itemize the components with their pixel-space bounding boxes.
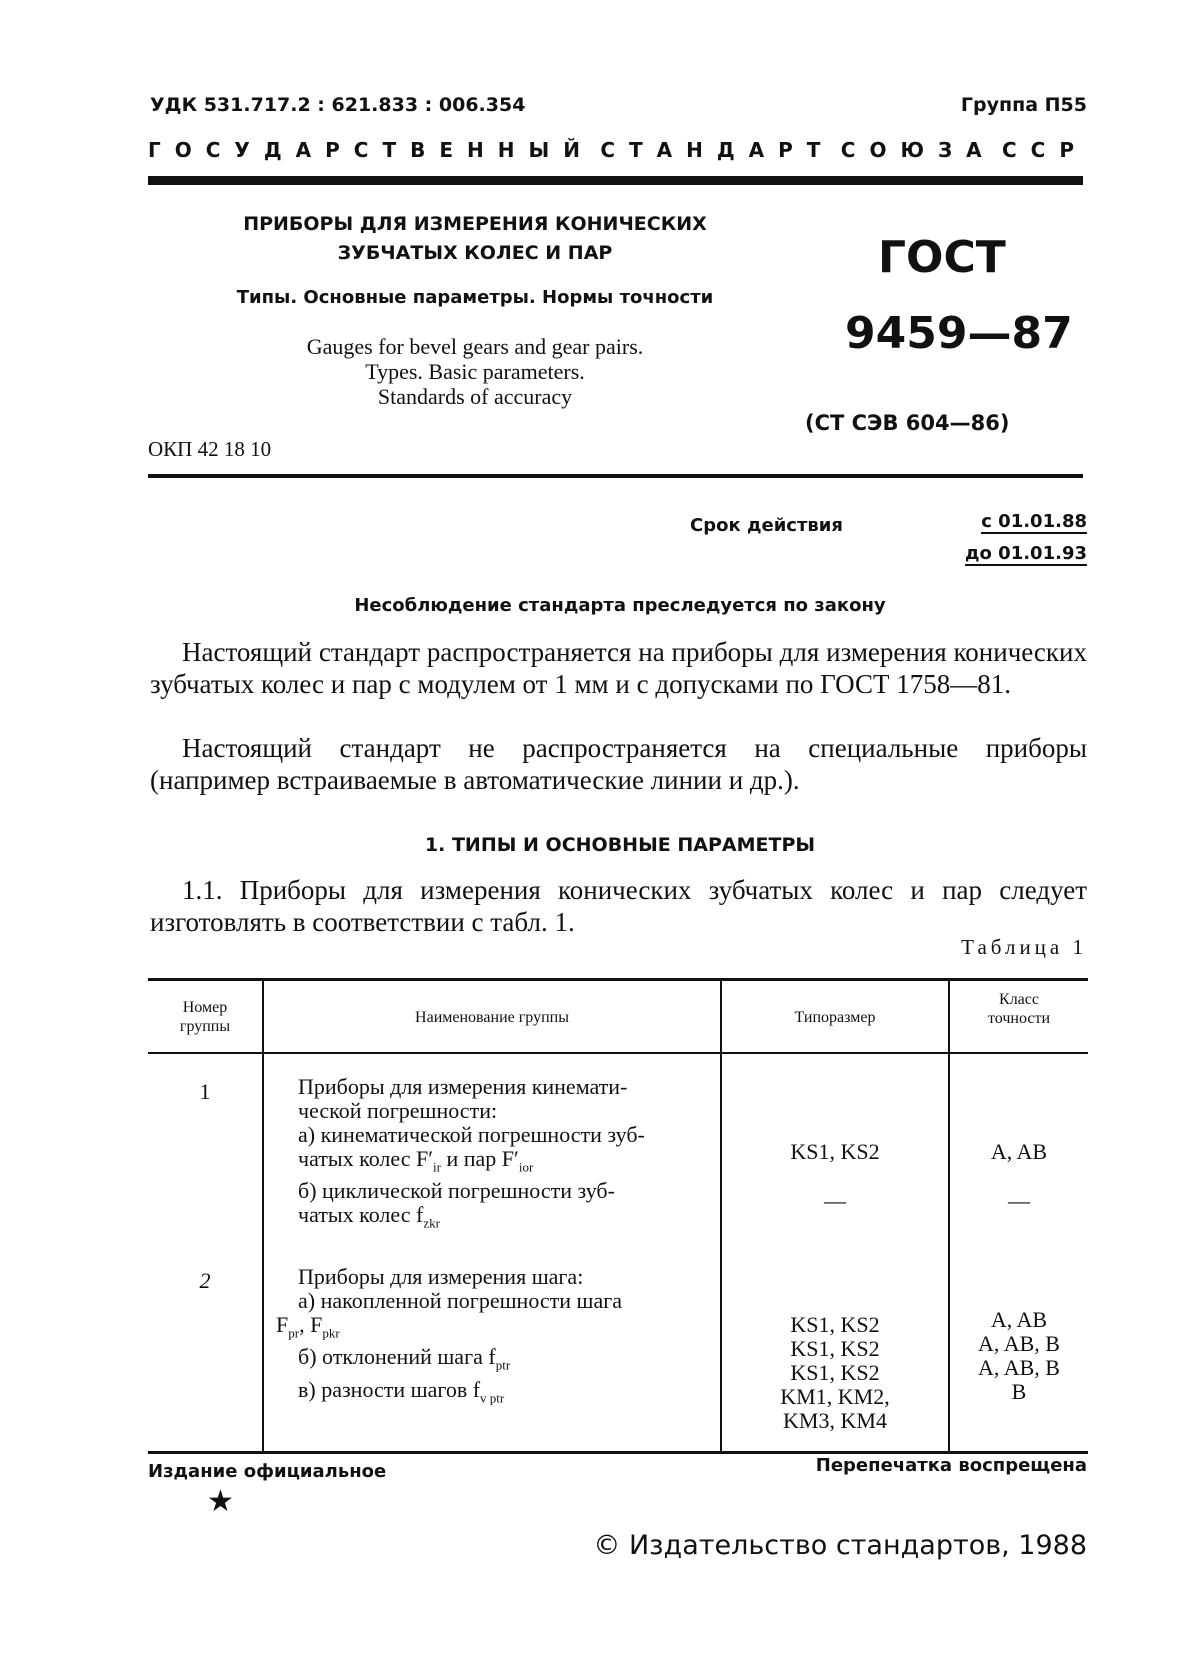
okp-code: ОКП 42 18 10 <box>148 437 272 461</box>
table-bottom-rule <box>148 1451 1088 1454</box>
validity-to: до 01.01.93 <box>965 543 1087 564</box>
document-title <box>150 210 800 268</box>
row-1-type-b: — <box>824 1188 846 1213</box>
table-top-rule <box>148 978 1088 981</box>
row-2-item-b: б) отклонений шага $f_{ptr}$ <box>298 1344 511 1373</box>
header-group-number <box>148 998 262 1036</box>
row-1-class-a: A, AB <box>990 1139 1048 1164</box>
star-icon: ★ <box>207 1484 234 1519</box>
row-2-class-1: A, AB <box>990 1307 1048 1332</box>
title-rule <box>148 474 1083 478</box>
official-edition: Издание официальное <box>148 1461 387 1482</box>
row-2-number: 2 <box>199 1268 211 1293</box>
english-title <box>150 334 800 409</box>
row-2-type-5: KM3, KM4 <box>783 1408 887 1433</box>
banner-word-2: СТАНДАРТ <box>600 138 835 162</box>
title-line-1: ПРИБОРЫ ДЛЯ ИЗМЕРЕНИЯ КОНИЧЕСКИХ <box>243 213 707 235</box>
paragraph-1-1: 1.1. Приборы для измерения конических зубчатых колес и пар следует изготовлять в соответствии с табл. 1. <box>150 875 1087 937</box>
row-2-types <box>722 1313 948 1433</box>
validity-from: с 01.01.88 <box>981 511 1087 532</box>
gost-label: ГОСТ <box>878 232 1006 283</box>
legal-notice: Несоблюдение стандарта преследуется по закону <box>354 595 886 616</box>
row-2-class-2: A, AB, B <box>978 1331 1060 1356</box>
row-1-item-b-line-2: чатых колес $f_{zkr}$ <box>298 1202 440 1231</box>
row-1-item-b-line-1: б) циклической погрешности зуб- <box>298 1178 615 1204</box>
paragraph-scope: Настоящий стандарт распространяется на приборы для измерения конических зубчатых колес и пар с модулем от 1 мм и с допусками по ГОСТ 1758—81. <box>150 637 1087 699</box>
document-subtitle: Типы. Основные параметры. Нормы точности <box>236 287 714 308</box>
validity-label: Срок действия <box>690 515 843 536</box>
table-col-divider-1 <box>262 978 264 1451</box>
row-2-title-line-1: Приборы для измерения шага: <box>298 1264 584 1289</box>
row-1-title-line-1: Приборы для измерения кинемати- <box>298 1074 628 1099</box>
row-2-type-1: KS1, KS2 <box>790 1312 880 1337</box>
english-line-2: Types. Basic parameters. <box>365 359 585 384</box>
state-standard-banner <box>148 138 1088 162</box>
row-2-class-4: B <box>1011 1379 1027 1404</box>
table-header-rule <box>148 1052 1088 1054</box>
st-sev-number: (СТ СЭВ 604—86) <box>805 411 1010 435</box>
row-1-item-a-line-2: чатых колес $F'_{ir}$ и пар $F'_{ior}$ <box>298 1146 534 1175</box>
row-1-title-line-2: ческой погрешности: <box>298 1098 498 1123</box>
row-2-item-c: в) разности шагов $f_{v ptr}$ <box>298 1376 505 1406</box>
section-title: 1. ТИПЫ И ОСНОВНЫЕ ПАРАМЕТРЫ <box>424 834 816 856</box>
english-line-3: Standards of accuracy <box>377 384 573 409</box>
row-1-name <box>298 1075 710 1236</box>
gost-number: 9459—87 <box>845 308 1073 359</box>
banner-word-1: ГОСУДАРСТВЕННЫЙ <box>148 138 594 162</box>
header-group-number-line-2: группы <box>179 1018 231 1035</box>
copyright: © Издательство стандартов, 1988 <box>593 1530 1087 1561</box>
row-1-class-b: — <box>1008 1188 1030 1213</box>
row-1-item-a-line-1: а) кинематической погрешности зуб- <box>298 1122 645 1147</box>
row-2-item-a-line-1: а) накопленной погрешности шага <box>298 1288 623 1313</box>
header-group-name: Наименование группы <box>415 1009 569 1026</box>
banner-word-3: СОЮЗА <box>840 138 996 162</box>
reprint-prohibited: Перепечатка воспрещена <box>815 1455 1087 1476</box>
table-caption: Таблица 1 <box>961 935 1087 959</box>
paragraph-exclusion: Настоящий стандарт не распространяется на специальные приборы (например встраиваемые в автоматические линии и др.). <box>150 733 1087 795</box>
row-2-classes <box>950 1308 1088 1404</box>
row-2-type-2: KS1, KS2 <box>790 1336 880 1361</box>
row-1-type-a: KS1, KS2 <box>790 1139 880 1164</box>
row-2-name <box>276 1264 710 1410</box>
header-accuracy-class-line-2: точности <box>987 1010 1051 1027</box>
header-accuracy-class <box>950 990 1088 1028</box>
english-line-1: Gauges for bevel gears and gear pairs. <box>306 334 644 359</box>
row-2-type-4: KM1, KM2, <box>780 1384 890 1409</box>
header-rule <box>148 176 1083 185</box>
group-code: Группа П55 <box>960 94 1087 116</box>
banner-word-4: ССР <box>1001 138 1088 162</box>
row-1-number: 1 <box>199 1079 211 1104</box>
header-group-number-line-1: Номер <box>182 999 228 1016</box>
udk-code: УДК 531.717.2 : 621.833 : 006.354 <box>150 94 526 116</box>
title-line-2: ЗУБЧАТЫХ КОЛЕС И ПАР <box>337 242 613 264</box>
row-2-item-a-line-2: $F_{pr}$, $F_{pkr}$ <box>276 1312 340 1341</box>
header-type-size: Типоразмер <box>794 1009 876 1026</box>
row-2-class-3: A, AB, B <box>978 1355 1060 1380</box>
header-accuracy-class-line-1: Класс <box>999 991 1039 1008</box>
row-2-type-3: KS1, KS2 <box>790 1360 880 1385</box>
